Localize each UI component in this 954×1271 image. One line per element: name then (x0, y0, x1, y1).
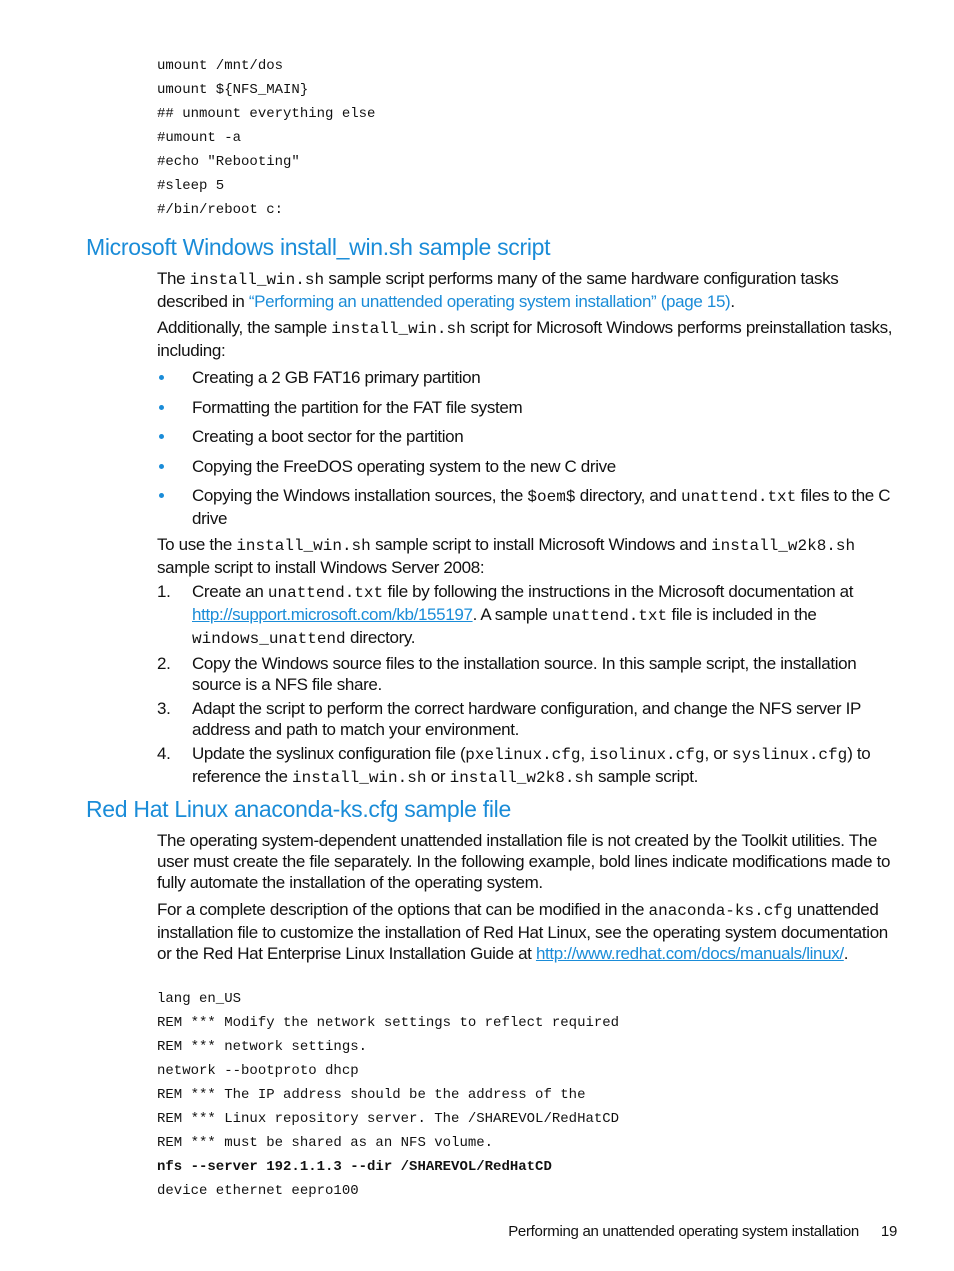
text: , or (704, 744, 732, 763)
code-inline: install_win.sh (189, 271, 325, 289)
text: script for Microsoft Windows performs preinstallation tasks, including: (157, 318, 893, 360)
preinstall-task-list (157, 367, 899, 538)
step-4 (157, 743, 899, 789)
list-item (157, 397, 899, 418)
code-inline: unattend.txt (681, 488, 797, 506)
step-number: 4. (157, 744, 171, 763)
code-line: lang en_US (157, 991, 242, 1007)
page-footer (508, 1222, 897, 1242)
text: . A sample (472, 605, 552, 624)
code-line: network --bootproto dhcp (157, 1063, 359, 1079)
step-2 (157, 653, 899, 695)
list-item (157, 426, 899, 447)
code-line: ## unmount everything else (157, 106, 376, 122)
bullet-icon (159, 493, 164, 498)
code-line: umount /mnt/dos (157, 58, 284, 74)
section-heading-redhat: Red Hat Linux anaconda-ks.cfg sample file (86, 796, 511, 822)
intro-paragraph (157, 268, 899, 312)
text: Additionally, the sample (157, 318, 332, 337)
redhat-docs-link[interactable]: http://www.redhat.com/docs/manuals/linux/ (535, 944, 844, 963)
text: files to the C drive (192, 486, 891, 528)
text: Creating a boot sector for the partition (192, 427, 464, 446)
text: , (580, 744, 590, 763)
text: directory. (345, 628, 416, 647)
code-inline: install_win.sh (292, 769, 427, 787)
text: sample script. (593, 767, 698, 786)
code-block-top (157, 54, 375, 222)
microsoft-kb-link[interactable]: http://support.microsoft.com/kb/155197 (192, 605, 473, 624)
step-number: 3. (157, 699, 171, 718)
code-line: REM *** network settings. (157, 1039, 368, 1055)
code-inline: install_win.sh (331, 320, 466, 338)
text: or (426, 767, 450, 786)
text: Create an (192, 582, 268, 601)
code-line-bold: nfs --server 192.1.1.3 --dir /SHAREVOL/RedHatCD (157, 1159, 552, 1175)
cross-reference-link[interactable]: “Performing an unattended operating system installation” (page 15) (248, 292, 731, 311)
bullet-icon (159, 375, 164, 380)
code-inline: unattend.txt (551, 607, 668, 625)
text: Adapt the script to perform the correct hardware configuration, and change the NFS server IP address and path to match your environment. (192, 699, 861, 739)
text: ) to reference the (192, 744, 871, 786)
text: file by following the instructions in the Microsoft documentation at (383, 582, 854, 601)
text: For a complete description of the options that can be modified in the (157, 900, 649, 919)
bullet-icon (159, 405, 164, 410)
usage-paragraph (157, 534, 899, 578)
page-number: 19 (880, 1223, 897, 1240)
step-number: 1. (157, 582, 171, 601)
list-item (157, 456, 899, 477)
text: . (843, 944, 849, 963)
text: Copying the Windows installation sources, the (192, 486, 528, 505)
text: The (157, 269, 190, 288)
code-line: REM *** Modify the network settings to reflect required (157, 1015, 620, 1031)
text: . (730, 292, 735, 311)
text: Formatting the partition for the FAT file system (192, 397, 523, 417)
bullet-icon (159, 464, 164, 469)
code-line: REM *** The IP address should be the address of the (157, 1087, 586, 1103)
code-inline: anaconda-ks.cfg (648, 902, 793, 920)
code-line: umount ${NFS_MAIN} (157, 82, 309, 98)
code-line: #/bin/reboot c: (157, 202, 284, 218)
code-inline: pxelinux.cfg (465, 746, 581, 764)
code-line: #sleep 5 (157, 178, 225, 194)
code-line: #echo "Rebooting" (157, 154, 300, 170)
bullet-icon (159, 434, 164, 439)
list-item (157, 367, 899, 388)
redhat-intro-paragraph: The operating system-dependent unattended installation file is not created by the Toolkit utilities. The user must create the file separately. In the following example, bold lines indicate modifications made to fully automate the installation of the operating system. (157, 831, 891, 892)
code-inline: isolinux.cfg (589, 746, 705, 764)
text: Creating a 2 GB FAT16 primary partition (192, 368, 481, 387)
code-inline: windows_unattend (192, 630, 346, 648)
footer-title: Performing an unattended operating system installation (508, 1223, 859, 1240)
code-line: REM *** Linux repository server. The /SHAREVOL/RedHatCD (157, 1111, 620, 1127)
text: sample script performs many of the same hardware configuration tasks described in (157, 269, 839, 311)
install-steps-list (157, 581, 899, 792)
code-inline: syslinux.cfg (732, 746, 848, 764)
code-inline: install_w2k8.sh (711, 537, 856, 555)
text: sample script to install Windows Server 2008: (157, 558, 485, 577)
redhat-options-paragraph (157, 899, 899, 964)
section-heading-windows: Microsoft Windows install_win.sh sample script (86, 234, 551, 260)
code-inline: $oem$ (527, 488, 576, 506)
text: file is included in the (667, 605, 817, 624)
code-inline: install_w2k8.sh (449, 769, 594, 787)
step-number: 2. (157, 654, 171, 673)
list-item (157, 485, 899, 529)
text: Copy the Windows source files to the installation source. In this sample script, the installation source is a NFS file share. (192, 654, 857, 694)
step-3 (157, 698, 899, 740)
text: Update the syslinux configuration file ( (192, 744, 466, 763)
code-line: device ethernet eepro100 (157, 1183, 359, 1199)
text: To use the (157, 535, 237, 554)
code-line: REM *** must be shared as an NFS volume. (157, 1135, 494, 1151)
text: directory, and (575, 486, 682, 505)
text: sample script to install Microsoft Windows and (370, 535, 712, 554)
preinstall-paragraph (157, 317, 899, 361)
step-1 (157, 581, 899, 650)
code-inline: unattend.txt (267, 584, 384, 602)
code-line: #umount -a (157, 130, 242, 146)
code-inline: install_win.sh (236, 537, 371, 555)
code-block-anaconda (157, 987, 619, 1203)
text: unattended installation file to customize the installation of Red Hat Linux, see the operating system documentation or the Red Hat Enterprise Linux Installation Guide at (157, 900, 888, 963)
text: Copying the FreeDOS operating system to the new C drive (192, 456, 616, 476)
